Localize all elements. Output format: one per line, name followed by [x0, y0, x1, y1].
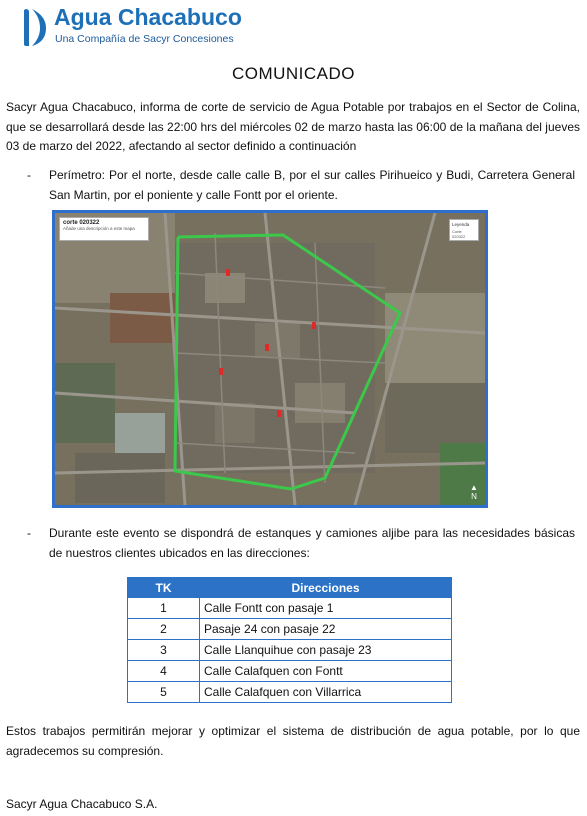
north-label: N — [471, 492, 477, 501]
tk-number: 1 — [128, 598, 200, 619]
table-row — [128, 640, 452, 661]
tank-locations-table — [127, 577, 452, 703]
tk-number: 2 — [128, 619, 200, 640]
tk-address: Calle Fontt con pasaje 1 — [200, 598, 452, 619]
brand-logo — [20, 4, 260, 50]
north-arrow-icon: ▲ N — [470, 483, 478, 501]
satellite-map-image — [55, 213, 485, 505]
table-row — [128, 661, 452, 682]
bullet-dash: - — [27, 526, 31, 540]
map-legend-item: Corte 020322 — [452, 229, 466, 239]
bullet-perimeter-text: Perímetro: Por el norte, desde calle calle B, por el sur calles Pirihueico y Budi, Carretera General San Martin, por el poniente y calle Fontt por el oriente. — [49, 168, 575, 202]
closing-paragraph: Estos trabajos permitirán mejorar y optimizar el sistema de distribución de agua potable, por lo que agradecemos su compresión. — [6, 724, 580, 758]
map-legend-title: Leyenda — [452, 222, 470, 227]
table-row — [128, 598, 452, 619]
tk-address: Pasaje 24 con pasaje 22 — [200, 619, 452, 640]
bullet-dash: - — [27, 168, 31, 182]
header-tk: TK — [128, 578, 200, 598]
header-direcciones: Direcciones — [200, 578, 452, 598]
brand-name: Agua Chacabuco — [54, 4, 242, 30]
map-label-title: corte 020322 — [63, 220, 100, 226]
tk-number: 4 — [128, 661, 200, 682]
tk-address: Calle Llanquihue con pasaje 23 — [200, 640, 452, 661]
map-info-box — [59, 217, 149, 241]
map-label-subtitle: Añade una descripción a este mapa — [63, 226, 135, 231]
affected-area-map — [52, 210, 488, 508]
table-row — [128, 619, 452, 640]
table-row — [128, 682, 452, 703]
tk-address: Calle Calafquen con Villarrica — [200, 682, 452, 703]
tk-number: 3 — [128, 640, 200, 661]
tk-address: Calle Calafquen con Fontt — [200, 661, 452, 682]
tk-number: 5 — [128, 682, 200, 703]
intro-paragraph: Sacyr Agua Chacabuco, informa de corte de servicio de Agua Potable por trabajos en el Sector de Colina, que se desarrollará desde las 22:00 hrs del miércoles 02 de marzo hasta las 06:00 de la mañana del jueves 03 de marzo del 2022, afectando al sector definido a continuación — [6, 100, 580, 153]
bullet-tanks-text: Durante este evento se dispondrá de estanques y camiones aljibe para las necesidades básicas de nuestros clientes ubicados en las direcciones: — [49, 526, 575, 560]
map-legend — [449, 219, 479, 241]
signature: Sacyr Agua Chacabuco S.A. — [6, 797, 158, 811]
brand-tagline: Una Compañía de Sacyr Concesiones — [55, 33, 234, 45]
table-header-row — [128, 578, 452, 598]
document-title: COMUNICADO — [231, 64, 356, 83]
water-drop-logo-icon — [20, 6, 48, 48]
